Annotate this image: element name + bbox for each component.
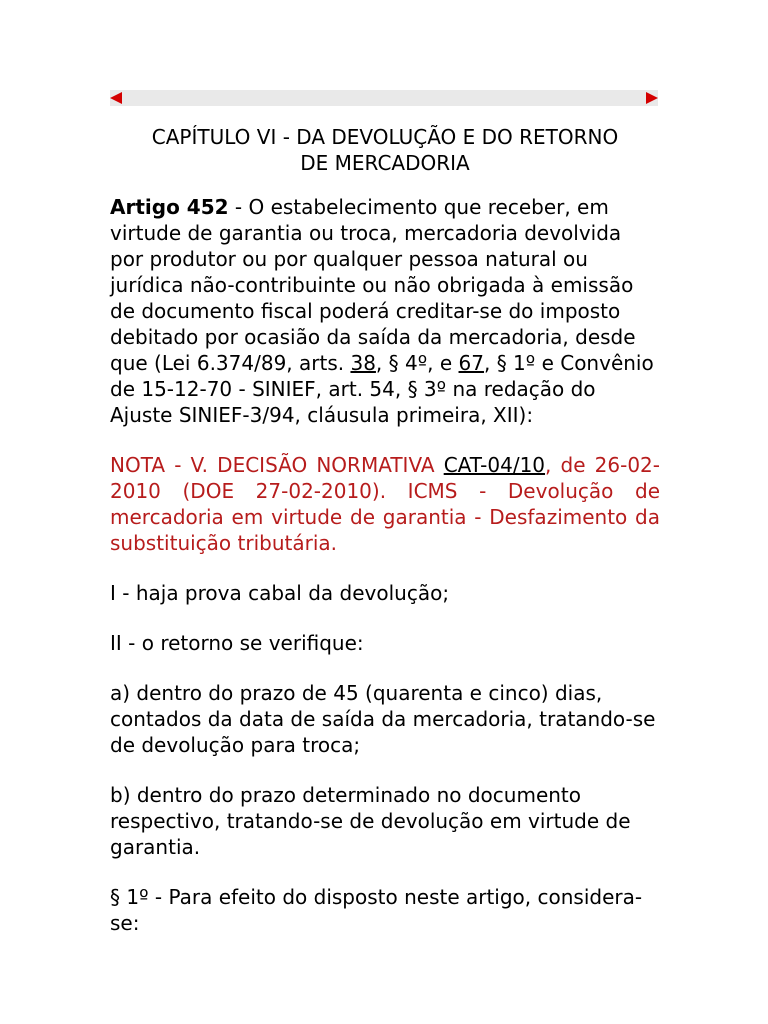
note-prefix: NOTA - V. DECISÃO NORMATIVA bbox=[110, 453, 444, 477]
article-text-part1: - O estabelecimento que receber, em virtude de garantia ou troca, mercadoria devolvida por produtor ou por qualquer pessoa natural ou jurídica não-contribuinte ou não obrigada à emissão de documento fiscal poderá creditar-se do imposto debitado por ocasião da saída da mercadoria, desde que (Lei 6.374/89, arts. bbox=[110, 195, 636, 375]
article-text-part3: , § 1º e Convênio de 15-12-70 - SINIEF, art. 54, § 3º na redação do Ajuste SINIEF-3/94, cláusula primeira, XII): bbox=[110, 351, 654, 427]
chapter-title-line1: CAPÍTULO VI - DA DEVOLUÇÃO E DO RETORNO bbox=[151, 125, 619, 149]
left-arrow-icon[interactable] bbox=[110, 92, 122, 104]
article-label: Artigo 452 bbox=[110, 195, 229, 219]
document-content bbox=[110, 124, 660, 960]
article-text-part2: , § 4º, e bbox=[375, 351, 459, 375]
navigation-bar bbox=[110, 90, 658, 106]
chapter-title-line2: DE MERCADORIA bbox=[300, 151, 470, 175]
item-a: a) dentro do prazo de 45 (quarenta e cinco) dias, contados da data de saída da mercadoria, tratando-se de devolução para troca; bbox=[110, 681, 656, 757]
article-link-38[interactable]: 38 bbox=[350, 351, 376, 375]
item-i: I - haja prova cabal da devolução; bbox=[110, 581, 450, 605]
paragraph-1: § 1º - Para efeito do disposto neste artigo, considera-se: bbox=[110, 885, 643, 935]
note-link-cat-04-10[interactable]: CAT-04/10 bbox=[443, 453, 546, 477]
item-ii: II - o retorno se verifique: bbox=[110, 631, 364, 655]
note-paragraph bbox=[110, 452, 660, 556]
right-arrow-icon[interactable] bbox=[646, 92, 658, 104]
note-suffix: , de 26-02-2010 (DOE 27-02-2010). ICMS - Devolução de mercadoria em virtude de garantia - Desfazimento da substituição tributária. bbox=[110, 453, 660, 555]
article-link-67[interactable]: 67 bbox=[458, 351, 484, 375]
article-paragraph bbox=[110, 194, 660, 428]
item-b: b) dentro do prazo determinado no documento respectivo, tratando-se de devolução em virtude de garantia. bbox=[110, 783, 631, 859]
chapter-title bbox=[110, 124, 660, 176]
